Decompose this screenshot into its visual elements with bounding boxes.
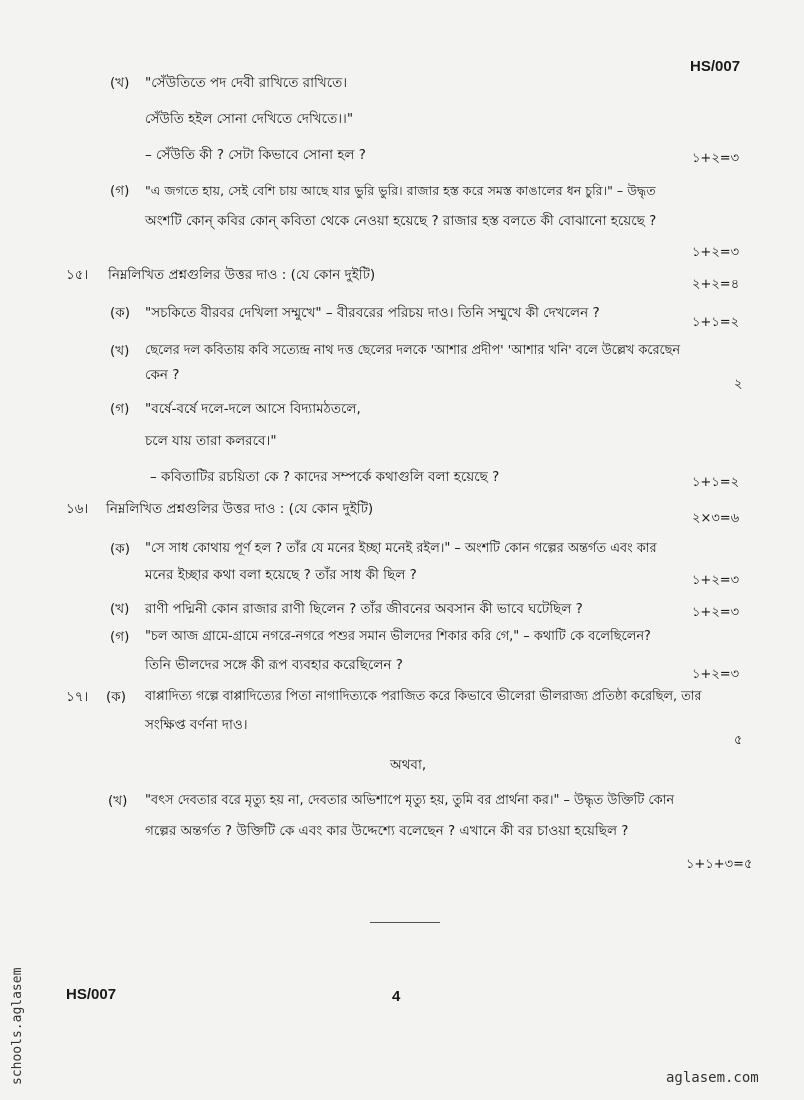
q16a-label: (ক)	[110, 541, 130, 557]
q16c-line1: "চল আজ গ্রামে-গ্রামে নগরে-নগরে পশুর সমান ভীলদের শিকার করি গে," – কথাটি কে বলেছিলেন?	[145, 629, 651, 644]
q15b-line1: ছেলের দল কবিতায় কবি সত্যেন্দ্র নাথ দত্ত ছেলের দলকে 'আশার প্রদীপ' 'আশার খনি' বলে উল্লেখ করেছেন	[145, 343, 681, 358]
q15-number: ১৫।	[66, 267, 89, 283]
q15b-marks: ২	[734, 377, 743, 392]
q14b-marks: ১+২=৩	[692, 151, 740, 166]
q15-marks: ২+২=৪	[692, 277, 740, 292]
q15a-label: (ক)	[110, 305, 130, 321]
q17b-marks: ১+১+৩=৫	[686, 857, 753, 872]
q15a-marks: ১+১=২	[692, 315, 740, 330]
footer-paper-code: HS/007	[66, 986, 117, 1003]
q15a-line1: "সচকিতে বীরবর দেখিলা সম্মুখে" – বীরবরের পরিচয় দাও। তিনি সম্মুখে কী দেখলেন ?	[145, 305, 600, 321]
q17-number: ১৭।	[66, 689, 89, 705]
q15c-line2: চলে যায় তারা কলরবে।"	[145, 433, 277, 449]
q16c-label: (গ)	[110, 629, 130, 645]
q16a-marks: ১+২=৩	[692, 573, 740, 588]
q17b-line1: "বৎস দেবতার বরে মৃত্যু হয় না, দেবতার অভিশাপে মৃত্যু হয়, তুমি বর প্রার্থনা কর।" – উদ্ধৃত উক্তিটি কোন	[145, 793, 675, 808]
q16b-line1: রাণী পদ্মিনী কোন রাজার রাণী ছিলেন ? তাঁর জীবনের অবসান কী ভাবে ঘটেছিল ?	[145, 601, 583, 617]
q14c-line2: অংশটি কোন্ কবির কোন্ কবিতা থেকে নেওয়া হয়েছে ? রাজার হস্ত বলতে কী বোঝানো হয়েছে ?	[145, 213, 657, 229]
watermark-side: schools.aglasem	[10, 967, 25, 1085]
q16-heading: নিম্নলিখিত প্রশ্নগুলির উত্তর দাও : (যে কোন দুইটি)	[106, 501, 374, 517]
q16a-line1: "সে সাধ কোথায় পূর্ণ হল ? তাঁর যে মনের ইচ্ছা মনেই রইল।" – অংশটি কোন গল্পের অন্তর্গত এবং কার	[145, 541, 657, 556]
q15c-line3: – কবিতাটির রচয়িতা কে ? কাদের সম্পর্কে কথাগুলি বলা হয়েছে ?	[150, 469, 500, 485]
q17b-label: (খ)	[108, 793, 128, 809]
q17a-line2: সংক্ষিপ্ত বর্ণনা দাও।	[145, 717, 248, 733]
q16b-marks: ১+২=৩	[692, 605, 740, 620]
q15-heading: নিম্নলিখিত প্রশ্নগুলির উত্তর দাও : (যে কোন দুইটি)	[108, 267, 376, 283]
q15c-marks: ১+১=২	[692, 475, 740, 490]
q17a-line1: বাপ্পাদিত্য গল্পে বাপ্পাদিত্যের পিতা নাগাদিত্যকে পরাজিত করে কিভাবে ভীলেরা ভীলরাজ্য প্রতিষ্ঠা করেছিল, তার	[145, 689, 702, 704]
q16c-marks: ১+২=৩	[692, 667, 740, 682]
q14c-line1: "এ জগতে হায়, সেই বেশি চায় আছে যার ভুরি ভুরি। রাজার হস্ত করে সমস্ত কাঙালের ধন চুরি।" – উদ্ধৃত	[145, 183, 656, 198]
q14c-label: (গ)	[110, 183, 130, 199]
q17b-line2: গল্পের অন্তর্গত ? উক্তিটি কে এবং কার উদ্দেশ্যে বলেছেন ? এখানে কী বর চাওয়া হয়েছিল ?	[145, 823, 629, 839]
q15c-label: (গ)	[110, 401, 130, 417]
q14b-line1: "সেঁউতিতে পদ দেবী রাখিতে রাখিতে।	[145, 75, 348, 91]
q16c-line2: তিনি ভীলদের সঙ্গে কী রূপ ব্যবহার করেছিলেন ?	[145, 657, 403, 673]
header-paper-code: HS/007	[690, 58, 741, 75]
q17a-marks: ৫	[734, 733, 743, 748]
q14b-line3: – সেঁউতি কী ? সেটা কিভাবে সোনা হল ?	[145, 147, 366, 163]
q17a-label: (ক)	[106, 689, 126, 705]
q14b-label: (খ)	[110, 75, 130, 91]
watermark-corner: aglasem.com	[666, 1070, 759, 1086]
q15b-line2: কেন ?	[145, 367, 180, 383]
q16a-line2: মনের ইচ্ছার কথা বলা হয়েছে ? তাঁর সাধ কী ছিল ?	[145, 567, 417, 583]
page-number: 4	[392, 988, 401, 1005]
end-separator	[370, 922, 440, 923]
q15c-line1: "বর্ষে-বর্ষে দলে-দলে আসে বিদ্যামঠতলে,	[145, 401, 361, 417]
q16-number: ১৬।	[66, 501, 89, 517]
q14c-marks: ১+২=৩	[692, 245, 740, 260]
q16b-label: (খ)	[110, 601, 130, 617]
q17-or: অথবা,	[390, 757, 427, 773]
q14b-line2: সেঁউতি হইল সোনা দেখিতে দেখিতে।।"	[145, 111, 354, 127]
q15b-label: (খ)	[110, 343, 130, 359]
q16-marks: ২×৩=৬	[692, 511, 740, 526]
